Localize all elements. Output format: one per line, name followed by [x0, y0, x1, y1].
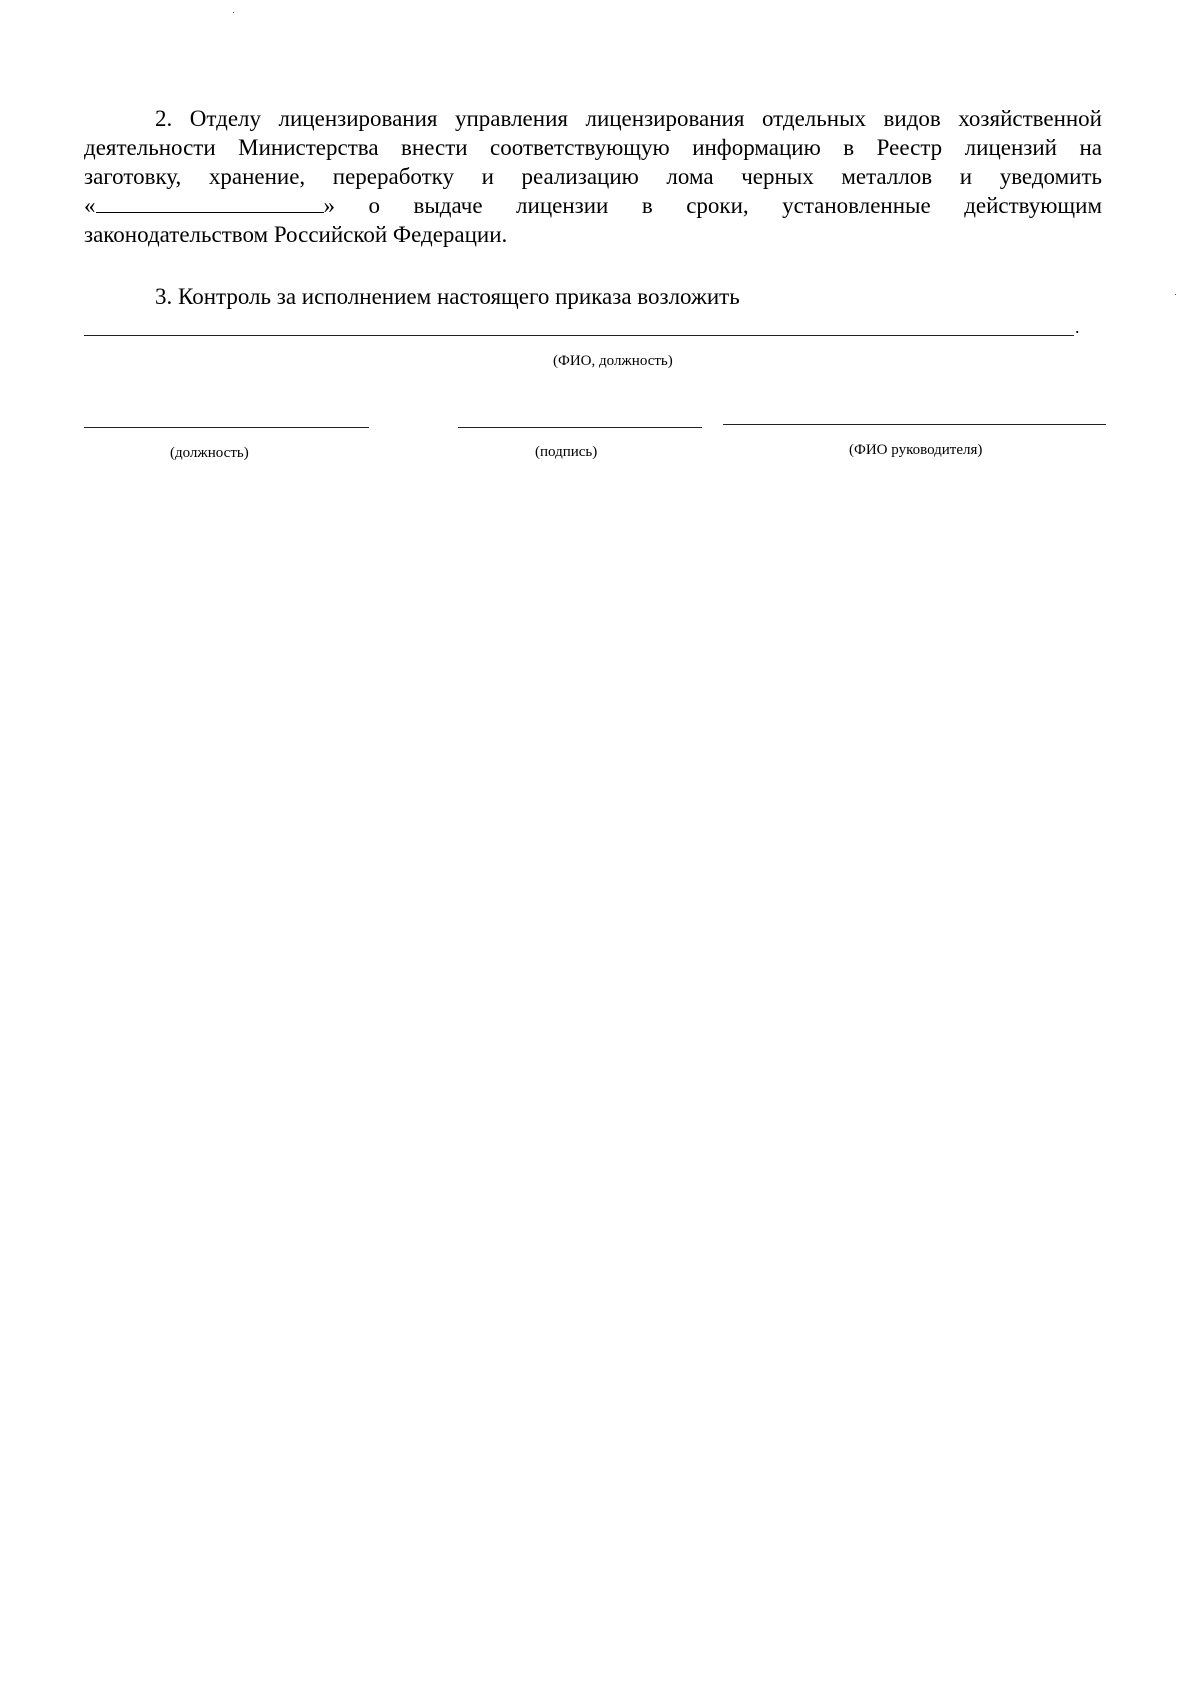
scan-speck — [1175, 294, 1176, 295]
paragraph-2-line-4-text: о выдаче лицензии в сроки, установленные действующим — [368, 193, 1103, 218]
paragraph-3: 3. Контроль за исполнением настоящего приказа возложить — [155, 284, 740, 309]
paragraph-2-line-1: 2. Отделу лицензирования управления лицензирования отдельных видов хозяйственной — [155, 106, 1102, 131]
paragraph-2-line-5: законодательством Российской Федерации. — [84, 222, 508, 247]
paragraph-2 — [84, 104, 1102, 249]
end-period: . — [1075, 317, 1080, 337]
position-line — [84, 427, 369, 428]
paragraph-2-line-4 — [84, 191, 1102, 220]
position-caption: (должность) — [170, 445, 249, 461]
open-quote: « — [84, 193, 96, 218]
signature-line — [458, 427, 702, 428]
paragraph-2-line-2: деятельности Министерства внести соответствующую информацию в Реестр лицензий на — [84, 135, 1102, 160]
signature-caption: (подпись) — [535, 444, 598, 460]
head-name-caption: (ФИО руководителя) — [849, 442, 983, 458]
scan-speck — [233, 12, 234, 13]
responsible-person-line — [84, 335, 1074, 336]
close-quote: » — [323, 193, 335, 218]
responsible-caption: (ФИО, должность) — [553, 353, 673, 369]
head-name-line — [723, 424, 1106, 425]
organization-name-blank — [96, 194, 324, 213]
paragraph-2-line-3: заготовку, хранение, переработку и реализацию лома черных металлов и уведомить — [84, 164, 1102, 189]
